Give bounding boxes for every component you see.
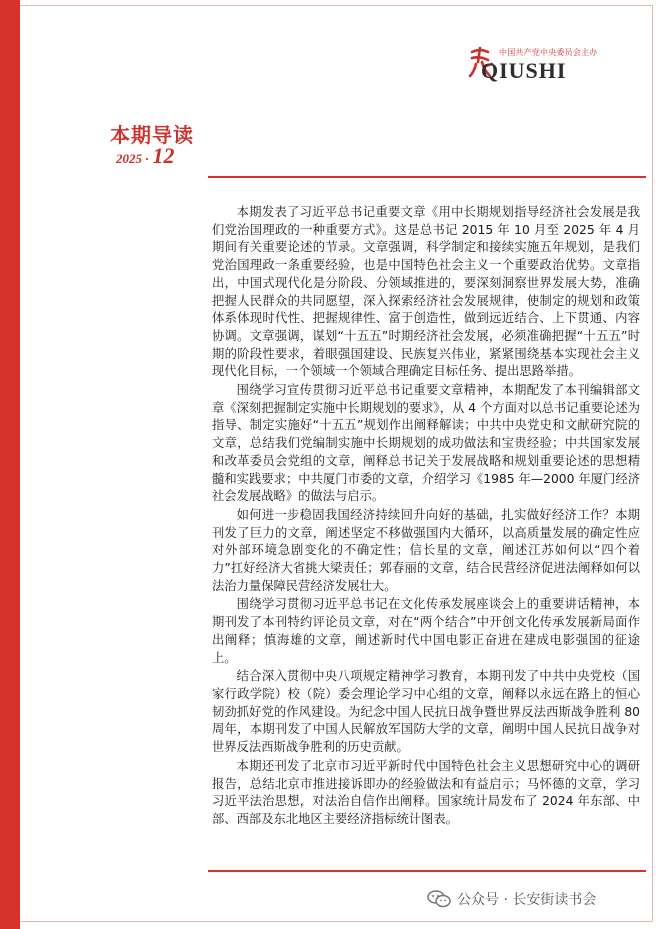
wechat-icon <box>427 890 451 908</box>
issue-line <box>116 143 175 169</box>
publisher-line: 中国共产党中央委员会主办 <box>499 48 598 57</box>
bottom-divider <box>208 870 646 872</box>
paragraph: 本期还刊发了北京市习近平新时代中国特色社会主义思想研究中心的调研报告，总结北京市推进接诉即办的经验做法和有益启示；马怀德的文章，学习习近平法治思想，对法治自信作出阐释。国家统计局发布了 2024 年东部、中部、西部及东北地区主要经济指标统计图表。 <box>212 758 640 826</box>
issue-number: 12 <box>152 143 175 168</box>
watermark-text: 公众号 · 长安街读书会 <box>457 892 597 908</box>
issue-year: 2025 · <box>116 151 149 166</box>
paragraph: 本期发表了习近平总书记重要文章《用中长期规划指导经济社会发展是我们党治国理政的一种重要方式》。这是总书记 2015 年 10 月至 2025 年 4 月期间有关重要论述的节录。文章强调，科学制定和接续实施五年规划，是我们党治国理政一条重要经验，也是中国特色社会主义一个重要政治优势。文章指出，中国式现代化是分阶段、分领域推进的，要深刻洞察世界发展大势，准确把握人民群众的共同愿望，深入探索经济社会发展规律，使制定的规划和政策体系体现时代性、把握规律性、富于创造性，做到远近结合、上下贯通、内容协调。文章强调，谋划“十五五”时期经济社会发展，必须准确把握“十五五”时期的阶段性要求，着眼强国建设、民族复兴伟业，紧紧围绕基本实现社会主义现代化目标，一个领域一个领域合理确定目标任务、提出思路举措。 <box>212 205 640 379</box>
paragraph: 围绕学习贯彻习近平总书记在文化传承发展座谈会上的重要讲话精神，本期刊发了本刊特约评论员文章，对在“两个结合”中开创文化传承发展新局面作出阐释；慎海雄的文章，阐述新时代中国电影正奋进在建成电影强国的征途上。 <box>212 597 640 665</box>
paragraph: 结合深入贯彻中央八项规定精神学习教育，本期刊发了中共中央党校（国家行政学院）校（院）委会理论学习中心组的文章，阐释以永远在路上的恒心韧劲抓好党的作风建设。为纪念中国人民抗日战争暨世界反法西斯战争胜利 80 周年，本期刊发了中国人民解放军国防大学的文章，阐明中国人民抗日战争对世界反法西斯战争胜利的历史贡献。 <box>212 669 640 755</box>
left-accent-bar <box>0 0 20 929</box>
top-divider <box>208 176 646 178</box>
section-title: 本期导读 <box>110 125 194 147</box>
article-body <box>212 204 640 830</box>
paragraph: 如何进一步稳固我国经济持续回升向好的基础，扎实做好经济工作？本期刊发了巨力的文章，阐述坚定不移做强国内大循环，以高质量发展的确定性应对外部环境急剧变化的不确定性；信长星的文章，阐述江苏如何以“四个着力”扛好经济大省挑大梁责任；郭春丽的文章，结合民营经济促进法阐释如何以法治力量保障民营经济发展壮大。 <box>212 507 640 593</box>
logo-wordmark: QIUSHI <box>481 58 567 83</box>
watermark <box>427 889 596 909</box>
paragraph: 围绕学习宣传贯彻习近平总书记重要文章精神，本期配发了本刊编辑部文章《深刻把握制定实施中长期规划的要求》，从 4 个方面对以总书记重要论述为指导、制定实施好“十五五”规划作出阐释解读；中共中央党史和文献研究院的文章，总结我们党编制实施中长期规划的成功做法和宝贵经验；中共国家发展和改革委员会党组的文章，阐释总书记关于发展战略和规划重要论述的思想精髓和实践要求；中共厦门市委的文章，介绍学习《1985 年—2000 年厦门经济社会发展战略》的做法与启示。 <box>212 383 640 504</box>
